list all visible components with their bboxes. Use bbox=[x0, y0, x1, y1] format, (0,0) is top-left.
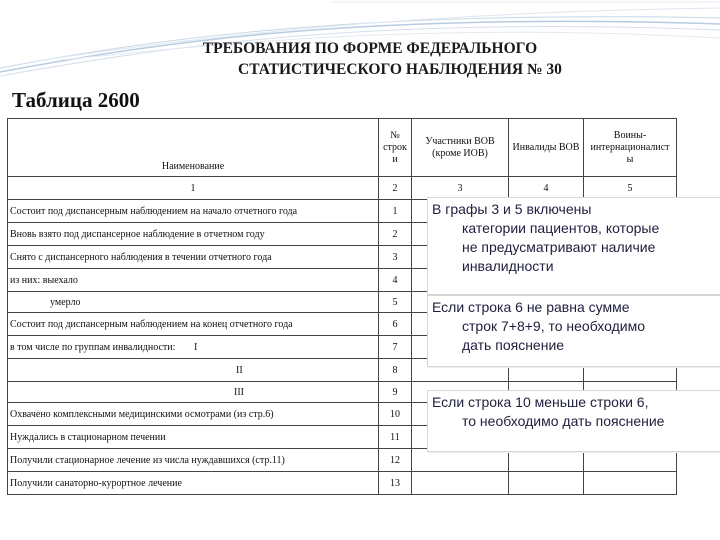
disability-group-label: II bbox=[8, 359, 379, 382]
note-line: Если строка 6 не равна сумме bbox=[432, 299, 630, 315]
note-line: категории пациентов, которые bbox=[462, 220, 660, 236]
row-number: 1 bbox=[379, 200, 412, 223]
header-name: Наименование bbox=[8, 119, 379, 177]
header-col-5: Воины-интернационалист ы bbox=[584, 119, 677, 177]
note-columns-3-5 bbox=[427, 197, 720, 295]
col-number: 4 bbox=[509, 177, 584, 200]
header-col-3: Участники ВОВ (кроме ИОВ) bbox=[412, 119, 509, 177]
disability-group-label: I bbox=[193, 341, 198, 353]
row-number: 3 bbox=[379, 246, 412, 269]
row-number: 9 bbox=[379, 382, 412, 403]
row-label: Состоит под диспансерным наблюдением на начало отчетного года bbox=[8, 200, 379, 223]
col-number: 2 bbox=[379, 177, 412, 200]
note-row-10 bbox=[427, 390, 720, 452]
header-col-4: Инвалиды ВОВ bbox=[509, 119, 584, 177]
row-label: Вновь взято под диспансерное наблюдение в отчетном году bbox=[8, 223, 379, 246]
row-number: 5 bbox=[379, 292, 412, 313]
table-title: Таблица 2600 bbox=[12, 88, 140, 112]
row-number: 11 bbox=[379, 426, 412, 449]
col-number: 3 bbox=[412, 177, 509, 200]
header-row-number: № строк и bbox=[379, 119, 412, 177]
row-label: Состоит под диспансерным наблюдением на конец отчетного года bbox=[8, 313, 379, 336]
note-line: строк 7+8+9, то необходимо bbox=[462, 318, 645, 334]
row-number: 8 bbox=[379, 359, 412, 382]
note-line: В графы 3 и 5 включены bbox=[432, 201, 592, 217]
col-number: 1 bbox=[8, 177, 379, 200]
row-label: Получили санаторно-курортное лечение bbox=[8, 472, 379, 495]
row-number: 6 bbox=[379, 313, 412, 336]
page-title bbox=[150, 38, 610, 80]
data-cell[interactable] bbox=[509, 472, 584, 495]
row-number: 4 bbox=[379, 269, 412, 292]
note-line: то необходимо дать пояснение bbox=[462, 413, 665, 429]
row-number: 7 bbox=[379, 336, 412, 359]
row-label: Получили стационарное лечение из числа нуждавшихся (стр.11) bbox=[8, 449, 379, 472]
note-line: не предусматривают наличие bbox=[462, 239, 656, 255]
header-row bbox=[8, 119, 677, 177]
row-label-text: в том числе по группам инвалидности: bbox=[10, 341, 176, 353]
note-line: дать пояснение bbox=[462, 337, 565, 353]
row-label: Снято с диспансерного наблюдения в течении отчетного года bbox=[8, 246, 379, 269]
col-number: 5 bbox=[584, 177, 677, 200]
row-label: Нуждались в стационарном печении bbox=[8, 426, 379, 449]
row-number: 12 bbox=[379, 449, 412, 472]
row-number: 13 bbox=[379, 472, 412, 495]
row-label: Охвачено комплексными медицинскими осмотрами (из стр.6) bbox=[8, 403, 379, 426]
title-line-1: ТРЕБОВАНИЯ ПО ФОРМЕ ФЕДЕРАЛЬНОГО bbox=[202, 40, 538, 57]
row-label: умерло bbox=[8, 292, 379, 313]
row-number: 10 bbox=[379, 403, 412, 426]
row-number: 2 bbox=[379, 223, 412, 246]
data-cell[interactable] bbox=[584, 472, 677, 495]
table-row bbox=[8, 472, 677, 495]
disability-group-label: III bbox=[8, 382, 379, 403]
row-label: из них: выехало bbox=[8, 269, 379, 292]
data-cell[interactable] bbox=[412, 472, 509, 495]
note-line: Если строка 10 меньше строки 6, bbox=[432, 394, 649, 410]
note-row-6 bbox=[427, 295, 720, 367]
note-line: инвалидности bbox=[462, 258, 554, 274]
title-line-2: СТАТИСТИЧЕСКОГО НАБЛЮДЕНИЯ № 30 bbox=[238, 61, 562, 78]
row-label bbox=[8, 336, 379, 359]
